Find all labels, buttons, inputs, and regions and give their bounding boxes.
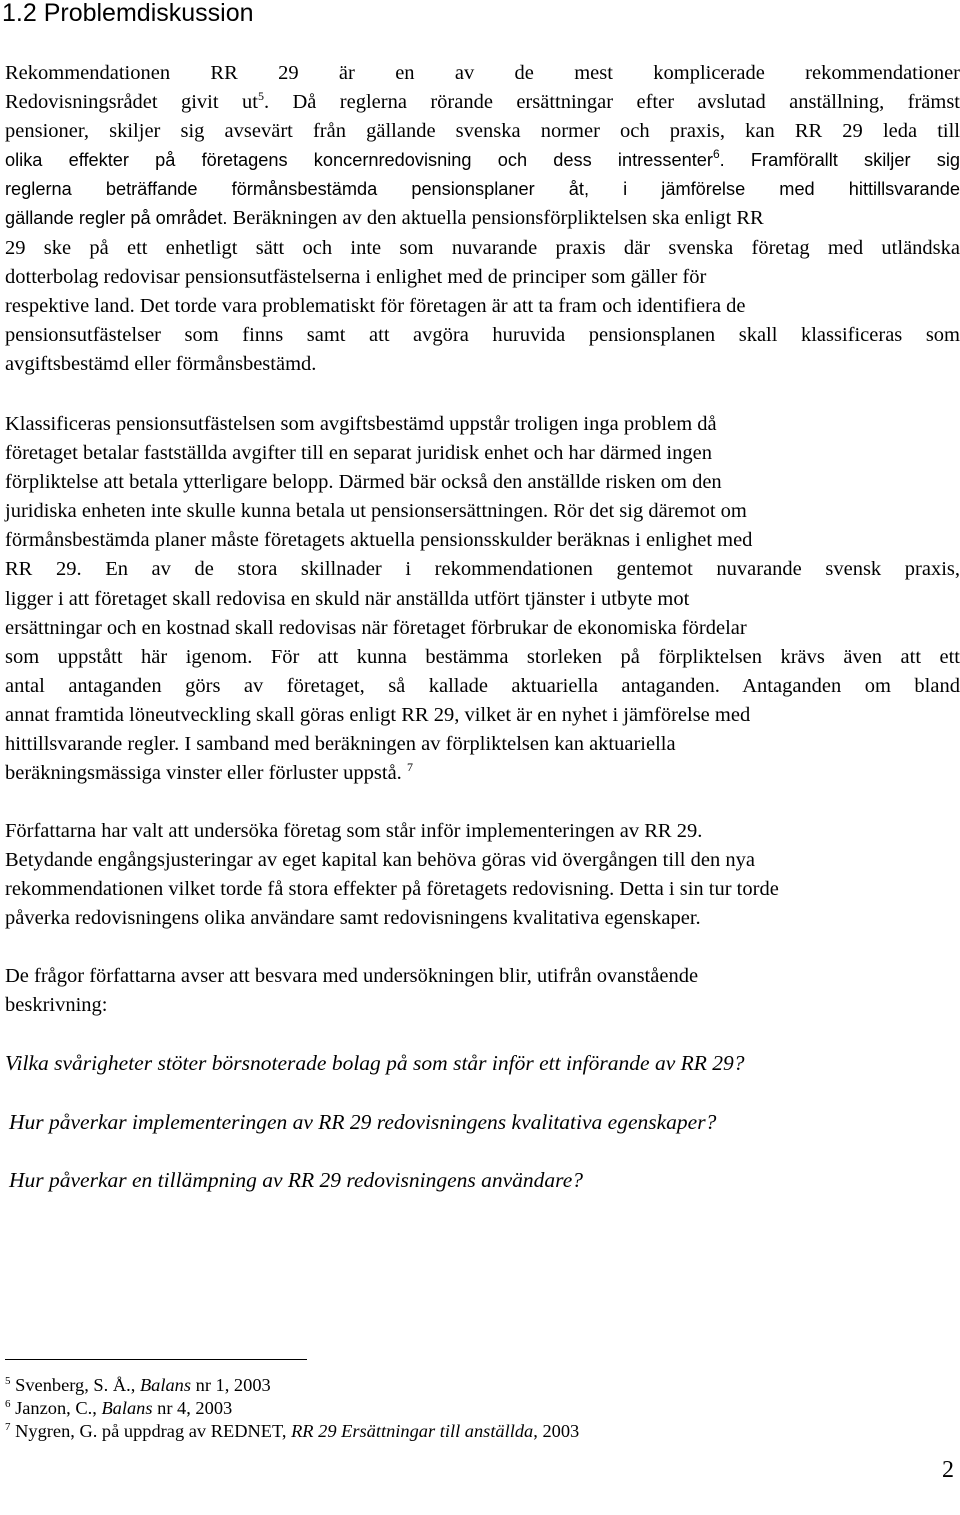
- text-line: förmånsbestämda planer måste företagets aktuella pensionsskulder beräknas i enlighet med: [5, 529, 753, 552]
- text-line: respektive land. Det torde vara problematiskt för företagen är att ta fram och identifiera de: [5, 294, 746, 317]
- text-line: företaget betalar fastställda avgifter till en separat juridisk enhet och har därmed ingen: [5, 442, 712, 465]
- text-line: antal antaganden görs av företaget, så kallade aktuariella antaganden. Antaganden om bland: [5, 674, 960, 697]
- text-line: dotterbolag redovisar pensionsutfästelserna i enlighet med de principer som gäller för: [5, 265, 707, 288]
- footnote-separator: [5, 1359, 307, 1360]
- text-line: Betydande engångsjusteringar av eget kapital kan behöva göras vid övergången till den nya: [5, 849, 755, 872]
- research-question-3: Hur påverkar en tillämpning av RR 29 redovisningens användare?: [9, 1168, 584, 1192]
- text-line: avgiftsbestämd eller förmånsbestämd.: [5, 352, 317, 375]
- text-line: juridiska enheten inte skulle kunna betala ut pensionsersättningen. Rör det sig däremot om: [5, 500, 747, 523]
- text-line: påverka redovisningens olika användare samt redovisningens kvalitativa egenskaper.: [5, 907, 701, 930]
- section-heading: 1.2 Problemdiskussion: [2, 0, 254, 27]
- text-line: RR 29. En av de stora skillnader i rekommendationen gentemot nuvarande svensk praxis,: [5, 558, 960, 581]
- footnote-6: $^6$ Janzon, C., Balans nr 4, 2003: [5, 1398, 233, 1418]
- text-line: förpliktelse att betala ytterligare belopp. Därmed bär också den anställde risken om den: [5, 471, 722, 494]
- text-line: annat framtida löneutveckling skall göras enligt RR 29, vilket är en nyhet i jämförelse med: [5, 703, 751, 726]
- footnote-ref: 6: [712, 147, 720, 162]
- text-line: beskrivning:: [5, 994, 108, 1017]
- text-line: reglerna beträffande förmånsbestämda pensionsplaner åt, i jämförelse med hittillsvarande: [5, 179, 960, 200]
- text-line: gällande regler på området. Beräkningen av den aktuella pensionsförpliktelsen ska enligt RR: [5, 207, 764, 230]
- research-question-1: Vilka svårigheter stöter börsnoterade bolag på som står inför ett införande av RR 29?: [5, 1051, 745, 1075]
- text-line: hittillsvarande regler. I samband med beräkningen av förpliktelsen kan aktuariella: [5, 733, 676, 756]
- paragraph-4: [5, 962, 960, 1020]
- footnote-5: $^5$ Svenberg, S. Å., Balans nr 1, 2003: [5, 1375, 271, 1395]
- page-number: 2: [942, 1457, 954, 1483]
- text-line: Författarna har valt att undersöka företag som står inför implementeringen av RR 29.: [5, 820, 703, 842]
- text-line: Redovisningsrådet givit $ut^5$. Då reglerna rörande ersättningar efter avslutad anställning, främst: [5, 89, 960, 114]
- footnote-ref: 5: [257, 89, 264, 104]
- text-line: Rekommendationen RR 29 är en av de mest komplicerade rekommendationer: [5, 62, 960, 84]
- text-line: pensionsutfästelser som finns samt att avgöra huruvida pensionsplanen skall klassificeras som: [5, 323, 960, 346]
- research-question-2: Hur påverkar implementeringen av RR 29 redovisningens kvalitativa egenskaper?: [9, 1110, 717, 1134]
- paragraph-2: [5, 410, 960, 788]
- paragraph-1: [5, 59, 960, 379]
- text-line: beräkningsmässiga vinster eller förluster uppstå. $^7$: [5, 760, 413, 785]
- text-line: De frågor författarna avser att besvara med undersökningen blir, utifrån ovanstående: [5, 965, 699, 987]
- paragraph-3: [5, 817, 960, 933]
- text-line: Klassificeras pensionsutfästelsen som avgiftsbestämd uppstår troligen inga problem då: [5, 413, 717, 435]
- text-line: som uppstått här igenom. För att kunna bestämma storleken på förpliktelsen krävs även att ett: [5, 645, 960, 668]
- footnote-7: $^7$ Nygren, G. på uppdrag av REDNET, RR 29 Ersättningar till anställda, 2003: [5, 1421, 580, 1441]
- text-line: rekommendationen vilket torde få stora effekter på företagets redovisning. Detta i sin tur torde: [5, 878, 779, 901]
- footnote-ref: 7: [406, 760, 413, 775]
- text-line: ersättningar och en kostnad skall redovisas när företaget förbrukar de ekonomiska fördelar: [5, 616, 747, 639]
- text-line: pensioner, skiljer sig avsevärt från gällande svenska normer och praxis, kan RR 29 leda till: [5, 120, 960, 143]
- text-line: ligger i att företaget skall redovisa en skuld när anställda utfört tjänster i utbyte mot: [5, 587, 690, 610]
- text-line: 29 ske på ett enhetligt sätt och inte som nuvarande praxis där svenska företag med utländska: [5, 236, 960, 259]
- text-line: olika effekter på företagens koncernredovisning och dess intressenter$^6$. Framförallt skiljer sig: [5, 147, 960, 171]
